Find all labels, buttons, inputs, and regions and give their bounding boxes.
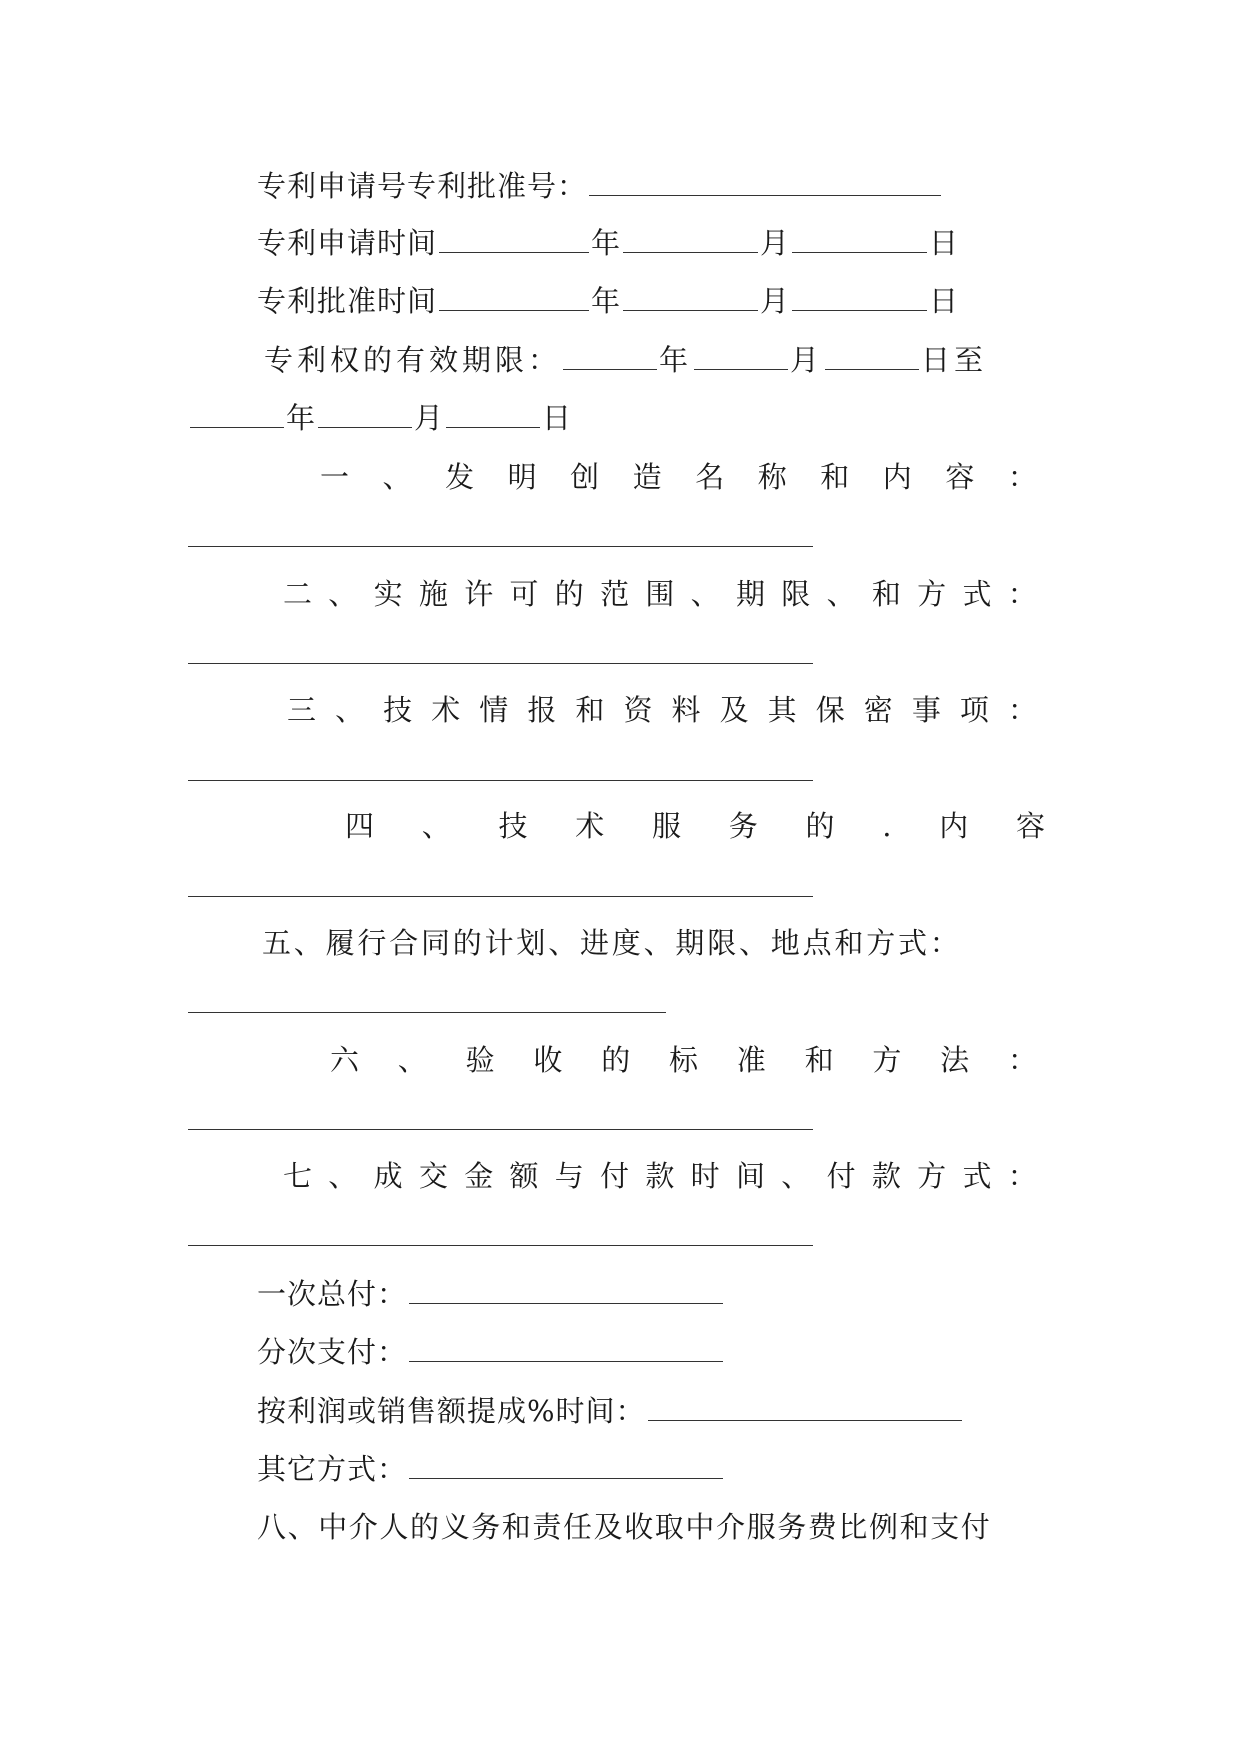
heading-char: 与: [554, 1159, 585, 1193]
heading-char: 、: [781, 1159, 812, 1193]
application-month-blank[interactable]: [623, 226, 758, 253]
heading-char: 和: [871, 577, 902, 611]
heading-char: 款: [645, 1159, 676, 1193]
heading-char: 许: [464, 577, 495, 611]
heading-char: 内: [882, 460, 913, 494]
section-7-heading: [283, 1156, 1038, 1196]
patent-number-label: 专利申请号专利批准号：: [257, 169, 588, 203]
royalty-label: 按利润或销售额提成%时间：: [257, 1394, 646, 1428]
section-1-heading: [320, 457, 1038, 497]
heading-char: 围: [645, 577, 676, 611]
heading-char: 验: [465, 1043, 496, 1077]
heading-char: 收: [533, 1043, 564, 1077]
heading-char: 其: [767, 693, 798, 727]
heading-char: 交: [418, 1159, 449, 1193]
heading-char: 式: [962, 577, 993, 611]
heading-char: 、: [335, 693, 366, 727]
installments-label: 分次支付：: [257, 1335, 408, 1369]
heading-char: 术: [575, 809, 606, 843]
heading-char: ：: [1007, 460, 1038, 494]
lump-sum-blank[interactable]: [409, 1277, 723, 1304]
heading-char: 期: [735, 577, 766, 611]
section-5-answer-line[interactable]: [188, 1012, 666, 1013]
validity-start-day-blank[interactable]: [825, 343, 919, 370]
day-label: 日: [542, 401, 573, 435]
section-1-answer-line[interactable]: [188, 546, 813, 547]
year-label: 年: [591, 284, 622, 318]
section-3-answer-line[interactable]: [188, 780, 813, 781]
month-label: 月: [414, 401, 445, 435]
heading-char: 事: [911, 693, 942, 727]
heading-char: 付: [600, 1159, 631, 1193]
heading-char: 名: [695, 460, 726, 494]
section-6-heading: [330, 1040, 1038, 1080]
section-4-heading: [345, 806, 1046, 846]
royalty-blank[interactable]: [648, 1394, 962, 1421]
heading-char: 资: [623, 693, 654, 727]
heading-char: 金: [464, 1159, 495, 1193]
heading-char: ：: [1007, 693, 1038, 727]
heading-char: ：: [1007, 577, 1038, 611]
other-method-label: 其它方式：: [257, 1452, 408, 1486]
other-method-blank[interactable]: [409, 1452, 723, 1479]
month-label: 月: [790, 343, 824, 377]
patent-number-line: [257, 166, 943, 206]
heading-char: 法: [940, 1043, 971, 1077]
heading-char: 、: [826, 577, 857, 611]
heading-char: 付: [826, 1159, 857, 1193]
heading-char: 技: [383, 693, 414, 727]
heading-char: 间: [735, 1159, 766, 1193]
validity-end-day-blank[interactable]: [446, 401, 540, 428]
heading-char: 额: [509, 1159, 540, 1193]
heading-char: 容: [1015, 809, 1046, 843]
day-to-label: 日至: [921, 343, 988, 377]
validity-end-year-blank[interactable]: [190, 401, 284, 428]
heading-char: 限: [781, 577, 812, 611]
heading-char: 实: [373, 577, 404, 611]
section-8-heading: 八、中介人的义务和责任及收取中介服务费比例和支付: [257, 1510, 992, 1544]
heading-char: 、: [382, 460, 413, 494]
approval-time-label: 专利批准时间: [257, 284, 438, 318]
day-label: 日: [929, 226, 960, 260]
heading-char: 内: [939, 809, 970, 843]
heading-char: 三: [287, 693, 318, 727]
heading-char: 式: [962, 1159, 993, 1193]
heading-char: 六: [330, 1043, 361, 1077]
month-label: 月: [760, 226, 791, 260]
section-2-heading: [283, 574, 1038, 614]
validity-end-line: [188, 398, 572, 438]
heading-char: 、: [328, 1159, 359, 1193]
section-7-answer-line[interactable]: [188, 1245, 813, 1246]
heading-char: 术: [431, 693, 462, 727]
approval-year-blank[interactable]: [439, 284, 589, 311]
installments-line: [257, 1332, 725, 1372]
heading-char: 明: [507, 460, 538, 494]
heading-char: 施: [418, 577, 449, 611]
heading-char: 及: [719, 693, 750, 727]
heading-char: 七: [283, 1159, 314, 1193]
heading-char: 情: [479, 693, 510, 727]
heading-char: 、: [690, 577, 721, 611]
lump-sum-label: 一次总付：: [257, 1277, 408, 1311]
section-6-answer-line[interactable]: [188, 1129, 813, 1130]
heading-char: 、: [328, 577, 359, 611]
heading-char: 项: [959, 693, 990, 727]
heading-char: 的: [554, 577, 585, 611]
heading-char: 和: [820, 460, 851, 494]
heading-char: 创: [570, 460, 601, 494]
heading-char: 务: [728, 809, 759, 843]
heading-char: ：: [1007, 1159, 1038, 1193]
validity-start-month-blank[interactable]: [694, 343, 788, 370]
heading-char: 造: [632, 460, 663, 494]
validity-period-line: [264, 340, 987, 380]
year-label: 年: [591, 226, 622, 260]
heading-char: 标: [668, 1043, 699, 1077]
approval-time-line: [257, 281, 959, 321]
section-5-heading: 五、履行合同的计划、进度、期限、地点和方式：: [262, 926, 962, 960]
heading-char: 、: [397, 1043, 428, 1077]
royalty-line: [257, 1391, 964, 1431]
validity-end-month-blank[interactable]: [318, 401, 412, 428]
section-3-heading: [287, 690, 1038, 730]
heading-char: 准: [736, 1043, 767, 1077]
approval-day-blank[interactable]: [792, 284, 927, 311]
section-4-answer-line[interactable]: [188, 896, 813, 897]
validity-start-year-blank[interactable]: [563, 343, 657, 370]
month-label: 月: [760, 284, 791, 318]
heading-char: 二: [283, 577, 314, 611]
application-time-label: 专利申请时间: [257, 226, 438, 260]
validity-period-label: 专利权的有效期限：: [264, 343, 562, 377]
heading-char: 容: [945, 460, 976, 494]
heading-char: 方: [872, 1043, 903, 1077]
heading-char: 四: [345, 809, 376, 843]
year-label: 年: [659, 343, 693, 377]
heading-char: 和: [575, 693, 606, 727]
patent-number-blank[interactable]: [589, 169, 941, 196]
heading-char: 成: [373, 1159, 404, 1193]
heading-char: 料: [671, 693, 702, 727]
heading-char: 保: [815, 693, 846, 727]
heading-char: 的: [601, 1043, 632, 1077]
heading-char: .: [882, 809, 893, 843]
heading-char: 和: [804, 1043, 835, 1077]
heading-char: 报: [527, 693, 558, 727]
approval-month-blank[interactable]: [623, 284, 758, 311]
heading-char: 技: [498, 809, 529, 843]
heading-char: 款: [871, 1159, 902, 1193]
lump-sum-line: [257, 1274, 725, 1314]
heading-char: 时: [690, 1159, 721, 1193]
heading-char: 、: [421, 809, 452, 843]
heading-char: 一: [320, 460, 351, 494]
other-method-line: [257, 1449, 725, 1489]
application-year-blank[interactable]: [439, 226, 589, 253]
installments-blank[interactable]: [409, 1335, 723, 1362]
section-2-answer-line[interactable]: [188, 663, 813, 664]
day-label: 日: [929, 284, 960, 318]
application-day-blank[interactable]: [792, 226, 927, 253]
heading-char: 发: [445, 460, 476, 494]
heading-char: 的: [805, 809, 836, 843]
heading-char: 密: [863, 693, 894, 727]
heading-char: 称: [757, 460, 788, 494]
heading-char: 方: [917, 1159, 948, 1193]
heading-char: 可: [509, 577, 540, 611]
year-label: 年: [286, 401, 317, 435]
heading-char: ：: [1007, 1043, 1038, 1077]
heading-char: 服: [652, 809, 683, 843]
heading-char: 范: [600, 577, 631, 611]
application-time-line: [257, 223, 959, 263]
heading-char: 方: [917, 577, 948, 611]
